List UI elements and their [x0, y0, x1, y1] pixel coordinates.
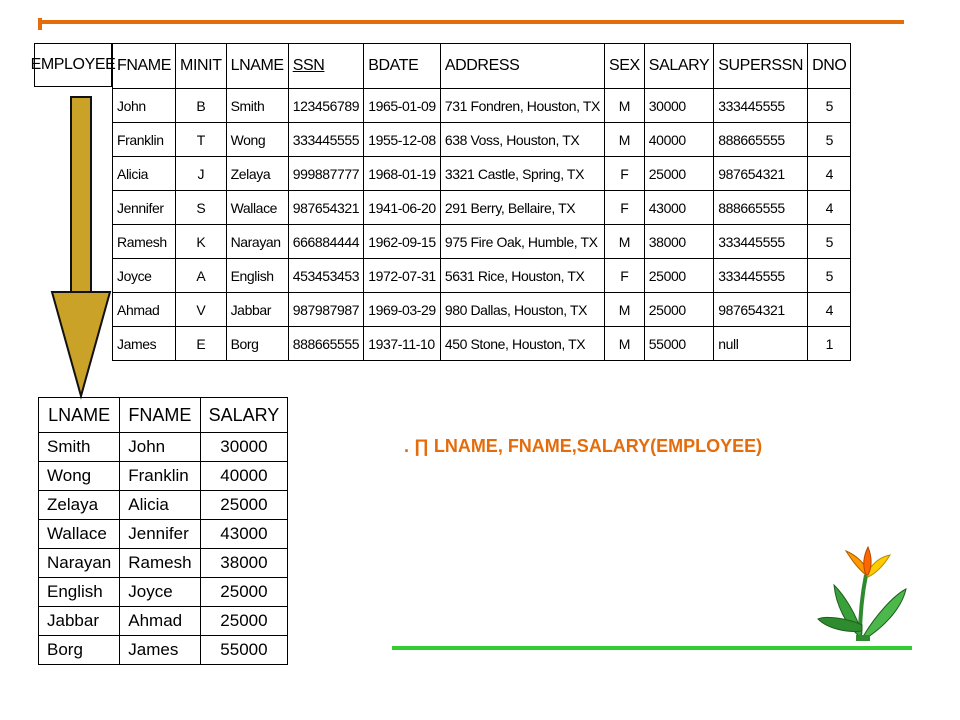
employee-cell-address: 980 Dallas, Houston, TX	[440, 293, 604, 327]
employee-header-label: MINIT	[180, 57, 222, 74]
employee-cell-lname: English	[226, 259, 288, 293]
employee-header-label: SEX	[608, 57, 640, 74]
employee-cell-lname: Zelaya	[226, 157, 288, 191]
result-table-row	[39, 607, 288, 636]
result-cell-fname: Ahmad	[120, 607, 200, 636]
employee-cell-lname: Smith	[226, 89, 288, 123]
result-cell-fname: Franklin	[120, 462, 200, 491]
employee-cell-dno: 5	[808, 225, 851, 259]
employee-cell-lname: Borg	[226, 327, 288, 361]
employee-cell-minit: S	[176, 191, 227, 225]
employee-cell-dno: 5	[808, 123, 851, 157]
employee-cell-sex: M	[604, 327, 644, 361]
employee-table-header-row	[113, 44, 851, 89]
result-cell-fname: Joyce	[120, 578, 200, 607]
result-cell-lname: Smith	[39, 433, 120, 462]
result-header-lname: LNAME	[39, 398, 120, 433]
employee-cell-bdate: 1941-06-20	[364, 191, 441, 225]
employee-table-row	[113, 259, 851, 293]
employee-header-salary	[644, 44, 713, 89]
employee-cell-lname: Wong	[226, 123, 288, 157]
employee-cell-superssn: 888665555	[714, 123, 808, 157]
employee-cell-sex: M	[604, 293, 644, 327]
projection-expression: . ∏ LNAME, FNAME,SALARY(EMPLOYEE)	[404, 436, 763, 456]
employee-header-label: FNAME	[117, 57, 172, 74]
employee-cell-salary: 25000	[644, 157, 713, 191]
employee-cell-superssn: null	[714, 327, 808, 361]
employee-cell-bdate: 1965-01-09	[364, 89, 441, 123]
result-cell-salary: 25000	[200, 607, 288, 636]
result-table-header-row	[39, 398, 288, 433]
employee-cell-fname: John	[113, 89, 176, 123]
employee-cell-sex: M	[604, 89, 644, 123]
employee-header-bdate	[364, 44, 441, 89]
employee-cell-fname: Ahmad	[113, 293, 176, 327]
result-table-row	[39, 462, 288, 491]
result-cell-fname: John	[120, 433, 200, 462]
employee-cell-address: 638 Voss, Houston, TX	[440, 123, 604, 157]
employee-cell-salary: 25000	[644, 259, 713, 293]
employee-header-label: SSN	[292, 57, 325, 74]
plant-clipart-icon	[816, 545, 912, 641]
result-cell-salary: 55000	[200, 636, 288, 665]
employee-table-row	[113, 157, 851, 191]
employee-header-label: LNAME	[230, 57, 284, 74]
employee-cell-dno: 4	[808, 293, 851, 327]
employee-cell-address: 5631 Rice, Houston, TX	[440, 259, 604, 293]
employee-cell-sex: M	[604, 123, 644, 157]
employee-cell-ssn: 987987987	[288, 293, 363, 327]
result-table-row	[39, 578, 288, 607]
result-cell-fname: Jennifer	[120, 520, 200, 549]
employee-table-row	[113, 89, 851, 123]
employee-cell-bdate: 1955-12-08	[364, 123, 441, 157]
employee-cell-ssn: 987654321	[288, 191, 363, 225]
employee-cell-ssn: 999887777	[288, 157, 363, 191]
result-header-salary: SALARY	[200, 398, 288, 433]
employee-cell-bdate: 1962-09-15	[364, 225, 441, 259]
employee-cell-fname: Jennifer	[113, 191, 176, 225]
employee-header-label: BDATE	[368, 57, 419, 74]
employee-table-body	[113, 89, 851, 361]
result-table	[38, 397, 288, 665]
employee-cell-fname: Joyce	[113, 259, 176, 293]
employee-cell-ssn: 333445555	[288, 123, 363, 157]
employee-cell-bdate: 1972-07-31	[364, 259, 441, 293]
result-cell-salary: 25000	[200, 578, 288, 607]
result-table-row	[39, 636, 288, 665]
employee-header-label: ADDRESS	[444, 57, 520, 74]
result-cell-lname: Borg	[39, 636, 120, 665]
employee-cell-sex: M	[604, 225, 644, 259]
employee-cell-salary: 38000	[644, 225, 713, 259]
result-cell-salary: 30000	[200, 433, 288, 462]
employee-cell-lname: Wallace	[226, 191, 288, 225]
employee-header-sex	[604, 44, 644, 89]
result-table-row	[39, 520, 288, 549]
employee-cell-address: 450 Stone, Houston, TX	[440, 327, 604, 361]
employee-table-row	[113, 225, 851, 259]
employee-cell-sex: F	[604, 259, 644, 293]
employee-cell-address: 291 Berry, Bellaire, TX	[440, 191, 604, 225]
bottom-green-rule	[392, 646, 912, 650]
employee-cell-superssn: 987654321	[714, 293, 808, 327]
down-arrow-icon	[50, 290, 112, 400]
employee-header-lname	[226, 44, 288, 89]
employee-header-ssn	[288, 44, 363, 89]
employee-cell-ssn: 888665555	[288, 327, 363, 361]
employee-header-label: SUPERSSN	[718, 57, 804, 74]
top-orange-rule	[40, 20, 904, 24]
result-cell-salary: 38000	[200, 549, 288, 578]
employee-cell-superssn: 333445555	[714, 259, 808, 293]
employee-cell-bdate: 1969-03-29	[364, 293, 441, 327]
employee-table	[112, 43, 851, 361]
employee-cell-dno: 5	[808, 89, 851, 123]
result-cell-lname: Wong	[39, 462, 120, 491]
employee-cell-superssn: 888665555	[714, 191, 808, 225]
employee-cell-ssn: 453453453	[288, 259, 363, 293]
employee-cell-address: 975 Fire Oak, Humble, TX	[440, 225, 604, 259]
employee-table-row	[113, 123, 851, 157]
employee-cell-bdate: 1937-11-10	[364, 327, 441, 361]
employee-cell-superssn: 333445555	[714, 89, 808, 123]
employee-cell-address: 3321 Castle, Spring, TX	[440, 157, 604, 191]
employee-cell-dno: 1	[808, 327, 851, 361]
employee-cell-salary: 43000	[644, 191, 713, 225]
result-cell-salary: 25000	[200, 491, 288, 520]
employee-table-row	[113, 327, 851, 361]
result-cell-lname: English	[39, 578, 120, 607]
employee-cell-sex: F	[604, 157, 644, 191]
employee-cell-ssn: 666884444	[288, 225, 363, 259]
result-cell-fname: Alicia	[120, 491, 200, 520]
employee-table-row	[113, 191, 851, 225]
employee-cell-minit: K	[176, 225, 227, 259]
employee-cell-sex: F	[604, 191, 644, 225]
employee-cell-bdate: 1968-01-19	[364, 157, 441, 191]
employee-cell-minit: A	[176, 259, 227, 293]
employee-cell-salary: 25000	[644, 293, 713, 327]
employee-cell-ssn: 123456789	[288, 89, 363, 123]
result-cell-salary: 43000	[200, 520, 288, 549]
employee-header-label: DNO	[812, 57, 847, 74]
result-header-fname: FNAME	[120, 398, 200, 433]
top-orange-tick	[38, 18, 42, 30]
employee-header-label: SALARY	[648, 57, 710, 74]
employee-header-superssn	[714, 44, 808, 89]
result-cell-lname: Zelaya	[39, 491, 120, 520]
employee-cell-lname: Narayan	[226, 225, 288, 259]
employee-cell-fname: Ramesh	[113, 225, 176, 259]
employee-header-dno	[808, 44, 851, 89]
employee-header-minit	[176, 44, 227, 89]
employee-table-row	[113, 293, 851, 327]
employee-cell-superssn: 987654321	[714, 157, 808, 191]
down-arrow-shaft	[70, 96, 92, 296]
employee-cell-lname: Jabbar	[226, 293, 288, 327]
employee-header-fname	[113, 44, 176, 89]
employee-cell-minit: B	[176, 89, 227, 123]
employee-cell-dno: 4	[808, 191, 851, 225]
employee-cell-minit: J	[176, 157, 227, 191]
employee-cell-minit: T	[176, 123, 227, 157]
result-table-row	[39, 433, 288, 462]
result-cell-lname: Wallace	[39, 520, 120, 549]
employee-cell-minit: V	[176, 293, 227, 327]
employee-header-address	[440, 44, 604, 89]
employee-cell-superssn: 333445555	[714, 225, 808, 259]
employee-cell-fname: Franklin	[113, 123, 176, 157]
employee-cell-address: 731 Fondren, Houston, TX	[440, 89, 604, 123]
employee-cell-salary: 55000	[644, 327, 713, 361]
result-table-row	[39, 491, 288, 520]
employee-cell-salary: 30000	[644, 89, 713, 123]
result-table-body	[39, 433, 288, 665]
result-cell-lname: Jabbar	[39, 607, 120, 636]
result-table-row	[39, 549, 288, 578]
employee-cell-fname: James	[113, 327, 176, 361]
employee-cell-salary: 40000	[644, 123, 713, 157]
result-cell-salary: 40000	[200, 462, 288, 491]
result-cell-fname: James	[120, 636, 200, 665]
employee-cell-dno: 5	[808, 259, 851, 293]
employee-relation-label: EMPLOYEE	[34, 43, 112, 87]
result-cell-fname: Ramesh	[120, 549, 200, 578]
employee-cell-dno: 4	[808, 157, 851, 191]
result-cell-lname: Narayan	[39, 549, 120, 578]
employee-cell-fname: Alicia	[113, 157, 176, 191]
employee-cell-minit: E	[176, 327, 227, 361]
